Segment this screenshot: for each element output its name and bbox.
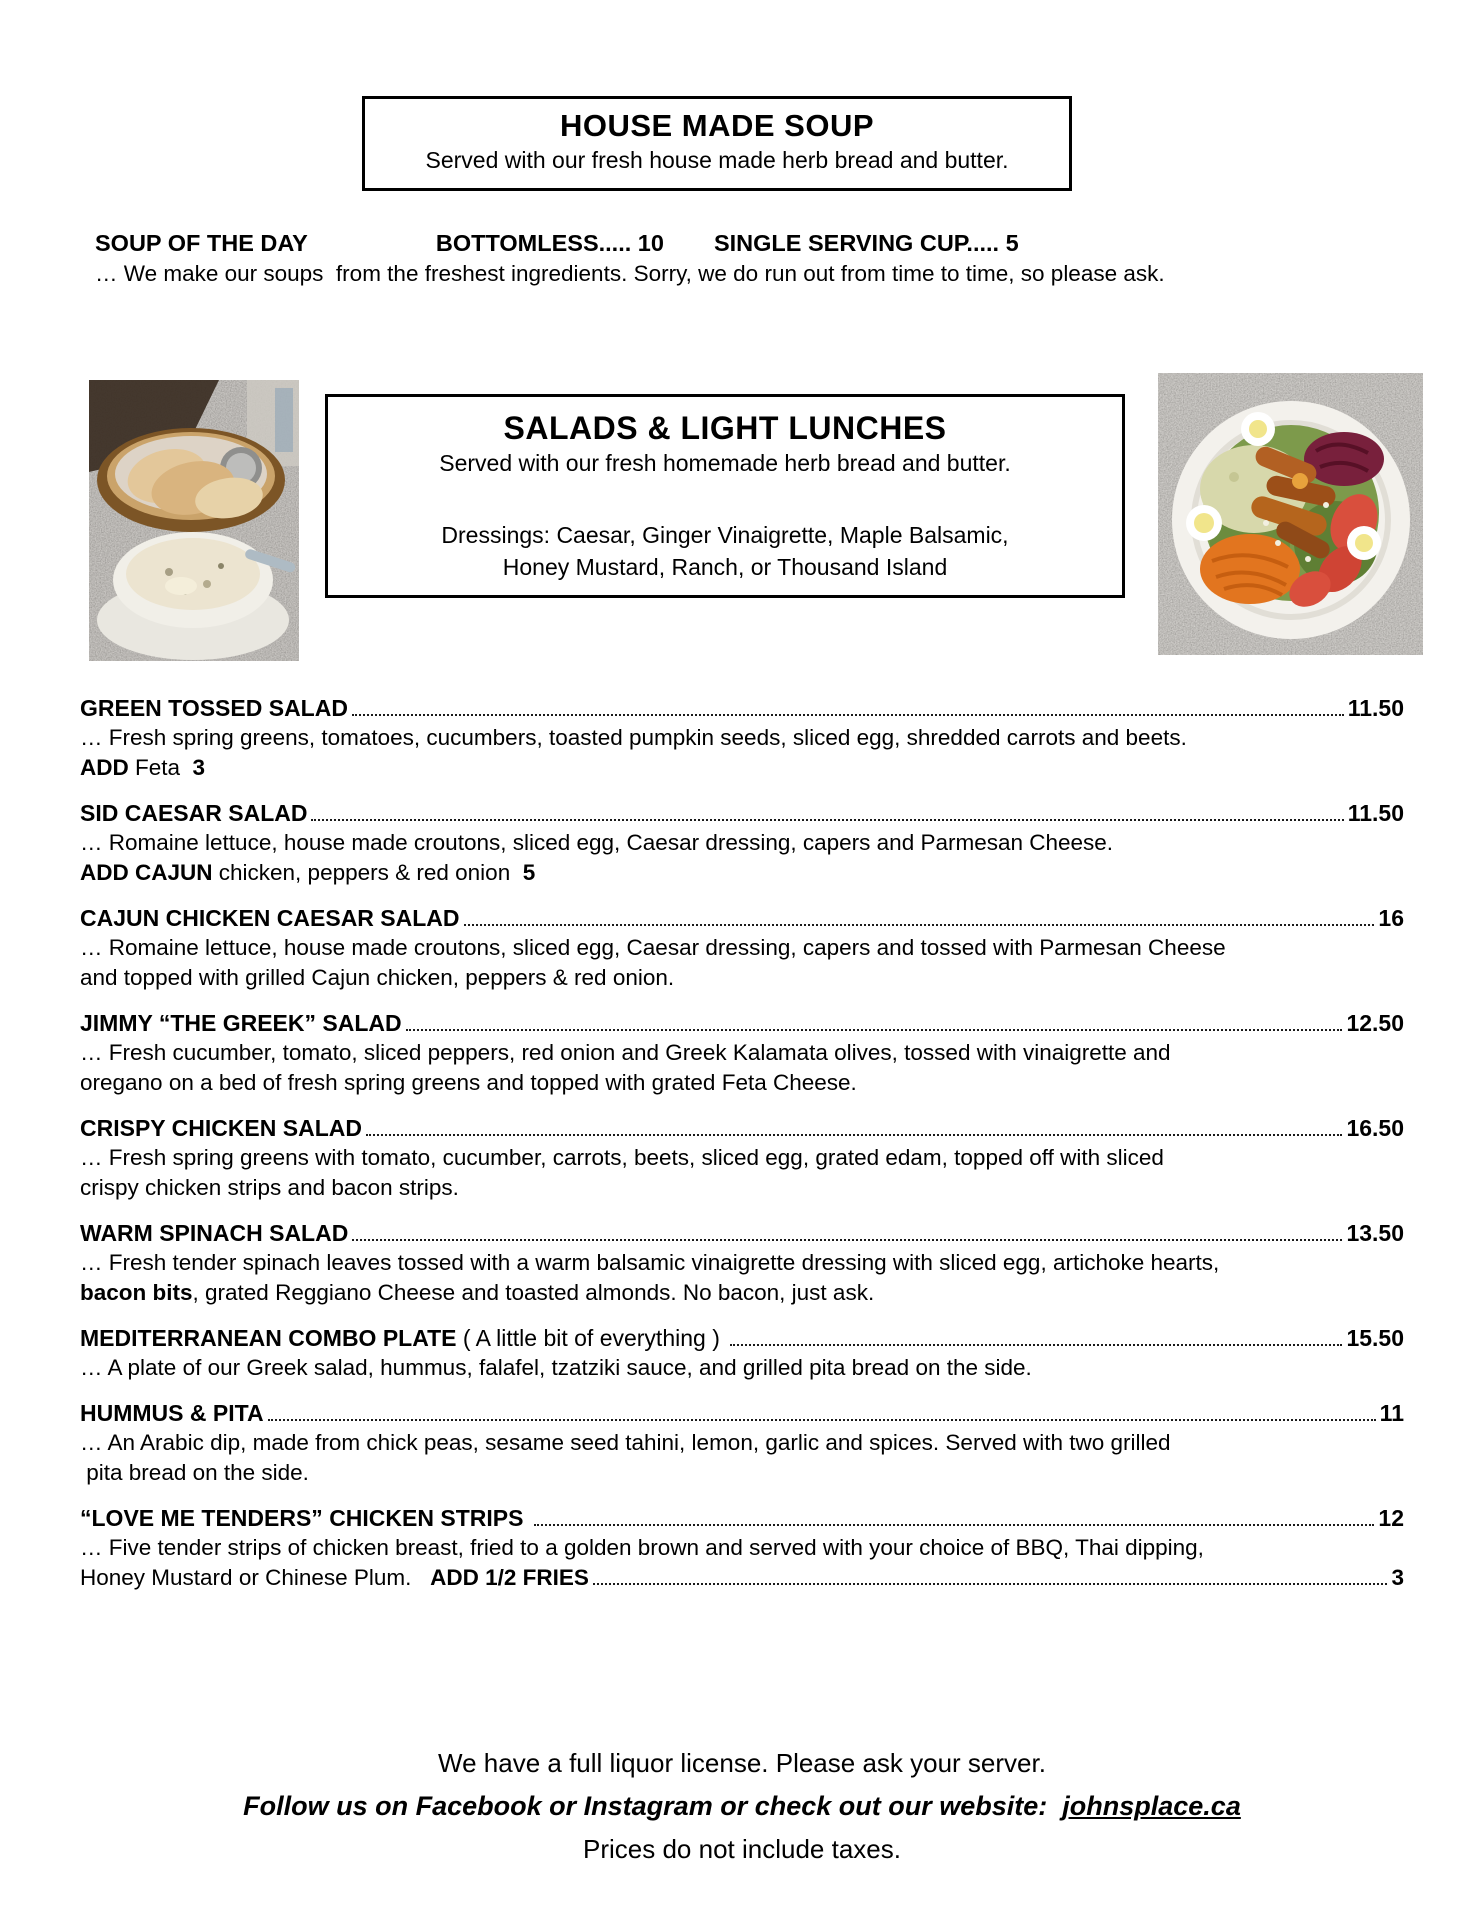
salad-photo <box>1158 373 1423 655</box>
description-segment: … Five tender strips of chicken breast, fried to a golden brown and served with your choice of BBQ, Thai dipping, <box>80 1535 1204 1560</box>
description-segment: Feta <box>128 755 193 780</box>
description-segment: ADD CAJUN <box>80 860 213 885</box>
soup-description: … We make our soups from the freshest ingredients. Sorry, we do run out from time to time, so please ask. <box>95 261 1165 286</box>
description-segment: 3 <box>192 755 206 780</box>
soup-of-the-day-label: SOUP OF THE DAY <box>95 230 308 256</box>
menu-item-name: HUMMUS & PITA <box>80 1400 264 1426</box>
dressings-list <box>328 519 1122 583</box>
description-segment: … Fresh spring greens with tomato, cucumber, carrots, beets, sliced egg, grated edam, topped off with sliced <box>80 1145 1164 1170</box>
menu-item <box>80 1008 1404 1098</box>
description-segment: … Romaine lettuce, house made croutons, sliced egg, Caesar dressing, capers and Parmesan Cheese. <box>80 830 1114 855</box>
description-segment: crispy chicken strips and bacon strips. <box>80 1175 459 1200</box>
dotted-leader <box>406 1029 1343 1031</box>
menu-item-name: GREEN TOSSED SALAD <box>80 695 348 721</box>
menu-item-description <box>80 753 1404 783</box>
description-segment: … Fresh tender spinach leaves tossed with a warm balsamic vinaigrette dressing with sliced egg, artichoke hearts, <box>80 1250 1220 1275</box>
salads-section-title: SALADS & LIGHT LUNCHES <box>503 410 947 446</box>
menu-item-title-row <box>80 1398 1404 1428</box>
menu-item-description <box>80 858 1404 888</box>
dotted-leader <box>534 1524 1375 1526</box>
menu-item-description <box>80 933 1404 963</box>
menu-item-title-row <box>80 1218 1404 1248</box>
menu-item-description <box>80 1248 1404 1278</box>
menu-item-description <box>80 1143 1404 1173</box>
dressings-line-1: Dressings: Caesar, Ginger Vinaigrette, Maple Balsamic, <box>441 522 1009 548</box>
menu-item <box>80 903 1404 993</box>
menu-item-price: 11 <box>1379 1400 1404 1426</box>
bottomless-price: BOTTOMLESS..... 10 <box>435 230 664 256</box>
menu-item-description <box>80 1353 1404 1383</box>
soup-of-the-day-line <box>95 230 1019 257</box>
menu-item-description <box>80 1533 1404 1563</box>
menu-item-description <box>80 1173 1404 1203</box>
soup-section-subtitle: Served with our fresh house made herb bread and butter. <box>425 147 1009 173</box>
menu-item <box>80 1398 1404 1488</box>
description-segment: pita bread on the side. <box>80 1460 309 1485</box>
description-segment: … A plate of our Greek salad, hummus, falafel, tzatziki sauce, and grilled pita bread on the side. <box>80 1355 1032 1380</box>
website-link[interactable]: johnsplace.ca <box>1062 1791 1241 1821</box>
menu-item-list <box>80 693 1404 1608</box>
menu-item-name: “LOVE ME TENDERS” CHICKEN STRIPS <box>80 1505 530 1531</box>
menu-item-title-row <box>80 693 1404 723</box>
menu-item <box>80 693 1404 783</box>
menu-item-name: CRISPY CHICKEN SALAD <box>80 1115 362 1141</box>
liquor-license-note: We have a full liquor license. Please ask your server. <box>438 1748 1046 1778</box>
menu-item-name: CAJUN CHICKEN CAESAR SALAD <box>80 905 460 931</box>
dotted-leader <box>352 714 1344 716</box>
menu-item-title-row <box>80 1323 1404 1353</box>
menu-item-note: ( A little bit of everything ) <box>456 1325 727 1351</box>
house-made-soup-box <box>362 96 1072 191</box>
menu-item-price: 16.50 <box>1346 1115 1404 1141</box>
menu-item-title-row <box>80 1503 1404 1533</box>
menu-item-title-row <box>80 903 1404 933</box>
menu-item <box>80 1323 1404 1383</box>
description-segment: 5 <box>522 860 536 885</box>
dotted-leader <box>311 819 1343 821</box>
salads-section-subtitle: Served with our fresh homemade herb bread and butter. <box>439 450 1011 476</box>
description-segment: … Fresh cucumber, tomato, sliced peppers, red onion and Greek Kalamata olives, tossed with vinaigrette and <box>80 1040 1171 1065</box>
dotted-leader <box>593 1583 1388 1585</box>
description-segment: Honey Mustard or Chinese Plum. <box>80 1565 431 1590</box>
soup-photo <box>89 380 299 661</box>
dotted-leader <box>268 1419 1376 1421</box>
menu-item-price: 11.50 <box>1347 800 1404 826</box>
taxes-note: Prices do not include taxes. <box>583 1834 901 1864</box>
description-segment: and topped with grilled Cajun chicken, peppers & red onion. <box>80 965 675 990</box>
menu-item-description <box>80 1428 1404 1458</box>
description-segment: chicken, peppers & red onion <box>212 860 523 885</box>
menu-item-name: MEDITERRANEAN COMBO PLATE <box>80 1325 457 1351</box>
menu-item-title-row <box>80 1113 1404 1143</box>
menu-item <box>80 1218 1404 1308</box>
menu-item-price: 12 <box>1378 1505 1404 1531</box>
description-segment: … An Arabic dip, made from chick peas, sesame seed tahini, lemon, garlic and spices. Served with two grilled <box>80 1430 1171 1455</box>
menu-item-description <box>80 1038 1404 1068</box>
dressings-line-2: Honey Mustard, Ranch, or Thousand Island <box>502 554 948 580</box>
social-media-note <box>0 1785 1484 1828</box>
menu-item-price: 13.50 <box>1346 1220 1404 1246</box>
description-segment: oregano on a bed of fresh spring greens and topped with grated Feta Cheese. <box>80 1070 857 1095</box>
salad-photo-illustration <box>1158 373 1423 655</box>
menu-item-description <box>80 1068 1404 1098</box>
description-segment: ADD <box>80 755 129 780</box>
menu-item-name: JIMMY “THE GREEK” SALAD <box>80 1010 402 1036</box>
addon-price: 3 <box>1391 1565 1404 1590</box>
menu-item-description <box>80 1458 1404 1488</box>
footer <box>0 1742 1484 1871</box>
description-segment: ADD 1/2 FRIES <box>430 1565 589 1590</box>
dotted-leader <box>464 924 1375 926</box>
menu-item-description <box>80 723 1404 753</box>
menu-item-price: 15.50 <box>1346 1325 1404 1351</box>
follow-us-text: Follow us on Facebook or Instagram or check out our website: <box>243 1791 1063 1821</box>
menu-item <box>80 1503 1404 1593</box>
menu-item-price: 11.50 <box>1347 695 1404 721</box>
dotted-leader <box>352 1239 1342 1241</box>
soup-photo-illustration <box>89 380 299 661</box>
menu-item-title-row <box>80 1008 1404 1038</box>
salads-light-lunches-box <box>325 394 1125 598</box>
dotted-leader <box>730 1344 1342 1346</box>
menu-item-description <box>80 1278 1404 1308</box>
description-segment: bacon bits <box>80 1280 193 1305</box>
menu-item-description <box>80 963 1404 993</box>
description-segment: … Fresh spring greens, tomatoes, cucumbers, toasted pumpkin seeds, sliced egg, shredded carrots and beets. <box>80 725 1187 750</box>
menu-item-name: SID CAESAR SALAD <box>80 800 308 826</box>
soup-section-title: HOUSE MADE SOUP <box>559 108 875 143</box>
single-serving-price: SINGLE SERVING CUP..... 5 <box>713 230 1019 256</box>
menu-item-title-row <box>80 798 1404 828</box>
menu-item <box>80 798 1404 888</box>
menu-item-price: 16 <box>1378 905 1404 931</box>
description-segment: , grated Reggiano Cheese and toasted almonds. No bacon, just ask. <box>192 1280 875 1305</box>
menu-item <box>80 1113 1404 1203</box>
menu-item-description <box>80 1563 1404 1593</box>
dotted-leader <box>366 1134 1342 1136</box>
menu-item-price: 12.50 <box>1346 1010 1404 1036</box>
description-segment: … Romaine lettuce, house made croutons, sliced egg, Caesar dressing, capers and tossed with Parmesan Cheese <box>80 935 1226 960</box>
menu-item-name: WARM SPINACH SALAD <box>80 1220 349 1246</box>
menu-item-description <box>80 828 1404 858</box>
